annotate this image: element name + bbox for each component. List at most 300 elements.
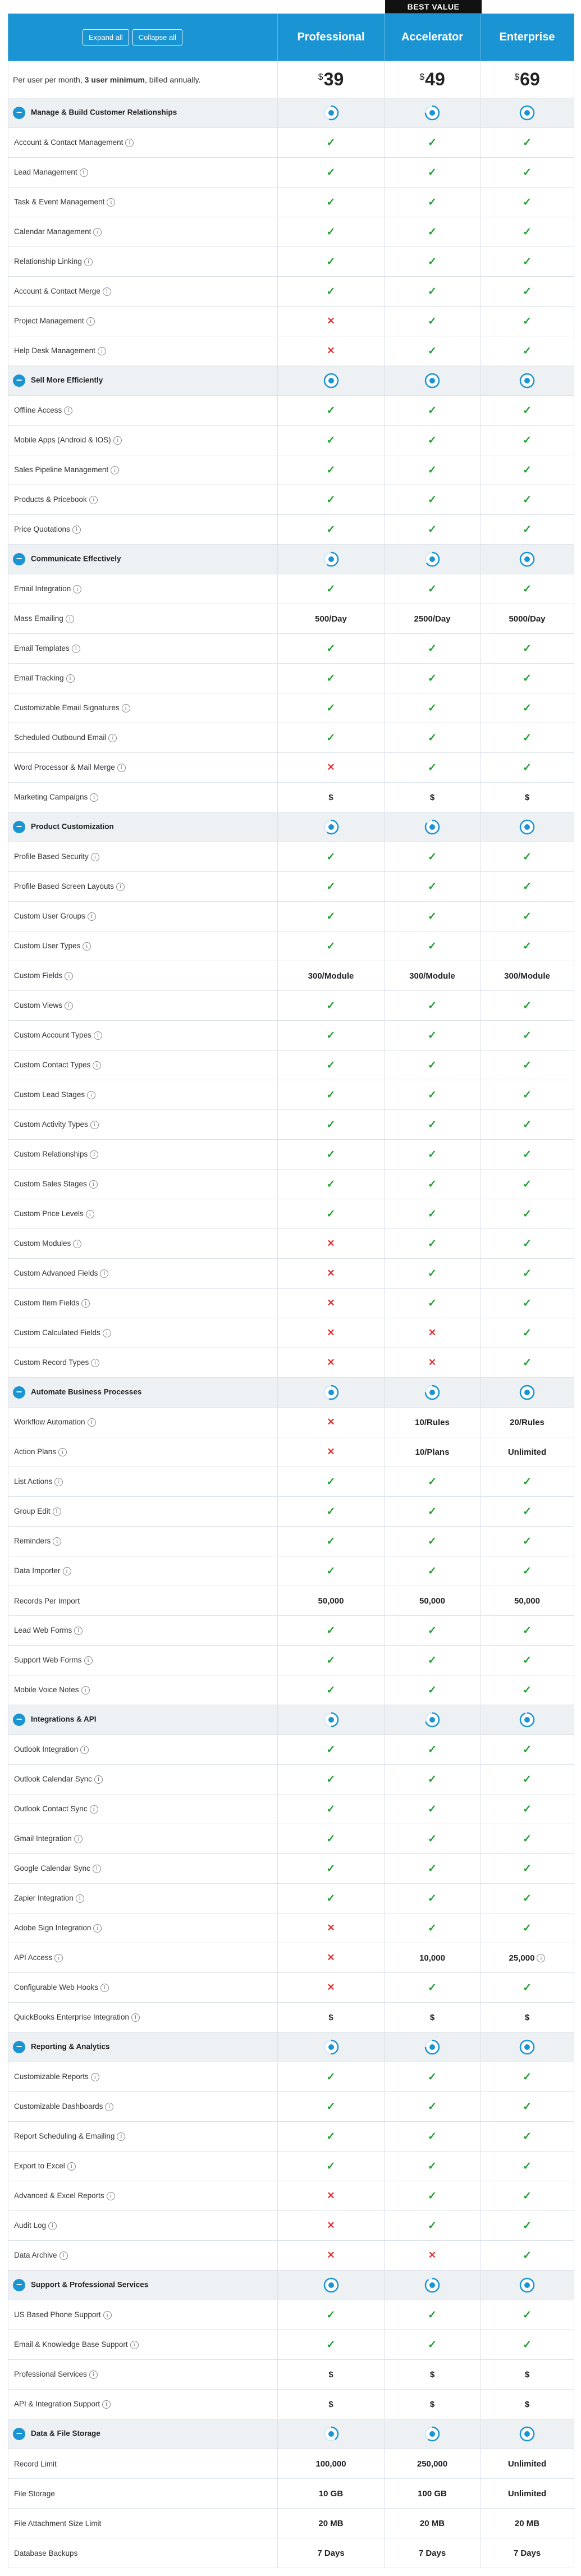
feature-value-text: 10/Rules [415, 1417, 450, 1427]
section-title[interactable] [8, 366, 278, 396]
feature-value-accelerator [385, 872, 481, 902]
check-icon: ✓ [326, 1178, 336, 1190]
info-icon[interactable]: i [100, 1984, 109, 1992]
feature-label-text: Products & Pricebook [14, 495, 87, 504]
feature-label [8, 902, 278, 931]
info-icon[interactable]: i [53, 1508, 61, 1516]
feature-row [8, 1408, 574, 1437]
feature-value-text: 7 Days [317, 2548, 345, 2558]
info-icon[interactable]: i [60, 2251, 68, 2260]
info-icon[interactable]: i [105, 2103, 113, 2111]
check-icon: ✓ [523, 434, 532, 446]
feature-label-text: API & Integration Support [14, 2400, 100, 2409]
collapse-icon[interactable]: − [13, 2428, 25, 2440]
check-icon: ✓ [523, 1684, 532, 1696]
feature-value-text: 7 Days [513, 2548, 541, 2558]
section-title-text: Data & File Storage [31, 2429, 100, 2438]
info-icon[interactable]: i [54, 1478, 63, 1486]
feature-row [8, 2181, 574, 2211]
check-icon: ✓ [428, 1803, 437, 1815]
info-icon[interactable]: i [102, 2400, 111, 2409]
feature-value-enterprise [481, 1318, 574, 1348]
section-title-text: Communicate Effectively [31, 554, 121, 563]
info-icon[interactable]: i [73, 585, 81, 593]
check-icon: ✓ [326, 1535, 336, 1547]
check-icon: ✓ [523, 1029, 532, 1042]
info-icon[interactable]: i [74, 1627, 83, 1635]
section-header[interactable] [8, 366, 574, 396]
collapse-icon[interactable]: − [13, 374, 25, 387]
section-progress-professional [278, 1378, 385, 1408]
info-icon[interactable]: i [100, 1269, 108, 1278]
feature-value-accelerator [385, 2390, 481, 2419]
feature-value-text: $ [524, 2012, 530, 2022]
feature-value-accelerator [385, 1110, 481, 1140]
check-icon: ✓ [523, 1922, 532, 1934]
feature-value-accelerator [385, 1646, 481, 1675]
info-icon[interactable]: i [53, 1537, 61, 1546]
check-icon: ✓ [428, 1059, 437, 1071]
section-progress-professional [278, 2271, 385, 2300]
info-icon[interactable]: i [113, 436, 122, 445]
collapse-icon[interactable]: − [13, 1714, 25, 1726]
feature-value-enterprise [481, 1467, 574, 1497]
feature-label-text: Sales Pipeline Management [14, 465, 109, 474]
cross-icon: ✕ [327, 1922, 335, 1933]
check-icon: ✓ [428, 196, 437, 208]
feature-value-enterprise [481, 2360, 574, 2390]
info-icon[interactable]: i [66, 674, 75, 683]
info-icon[interactable]: i [72, 526, 81, 534]
feature-value-text: 20/Rules [510, 1417, 545, 1427]
check-icon: ✓ [523, 1237, 532, 1250]
info-icon[interactable]: i [65, 972, 73, 980]
feature-value-text: Unlimited [507, 2459, 547, 2469]
info-icon[interactable]: i [84, 258, 93, 266]
feature-value-text: 20 MB [514, 2518, 540, 2528]
feature-value-accelerator [385, 1348, 481, 1378]
check-icon: ✓ [523, 880, 532, 893]
info-icon[interactable]: i [103, 2311, 112, 2319]
check-icon: ✓ [523, 999, 532, 1012]
feature-label [8, 2479, 278, 2509]
info-icon[interactable]: i [83, 942, 91, 951]
info-icon[interactable]: i [90, 1805, 98, 1814]
info-icon[interactable]: i [94, 1031, 102, 1040]
feature-value-professional [278, 1467, 385, 1497]
info-icon[interactable]: i [65, 1002, 73, 1010]
feature-value-enterprise [481, 1080, 574, 1110]
feature-value-accelerator [385, 634, 481, 664]
feature-value-professional [278, 2509, 385, 2538]
feature-value-text: 7 Days [418, 2548, 446, 2558]
feature-label-text: Workflow Automation [14, 1418, 85, 1427]
check-icon: ✓ [523, 702, 532, 714]
check-icon: ✓ [326, 1565, 336, 1577]
check-icon: ✓ [428, 2100, 437, 2113]
feature-value-accelerator [385, 2062, 481, 2092]
feature-value-professional [278, 1318, 385, 1348]
feature-row [8, 1943, 574, 1973]
feature-label [8, 1943, 278, 1973]
feature-value-enterprise [481, 1110, 574, 1140]
feature-value-enterprise [481, 1913, 574, 1943]
cross-icon: ✕ [327, 316, 335, 326]
feature-label [8, 961, 278, 991]
feature-value-accelerator [385, 574, 481, 604]
collapse-icon[interactable]: − [13, 2279, 25, 2291]
feature-label-text: Customizable Dashboards [14, 2102, 103, 2111]
check-icon: ✓ [523, 1565, 532, 1577]
info-icon[interactable]: i [125, 139, 134, 147]
info-icon[interactable]: i [91, 1359, 99, 1367]
feature-row [8, 634, 574, 664]
feature-value-enterprise [481, 1735, 574, 1765]
info-icon[interactable]: i [93, 1924, 102, 1933]
progress-ring-icon [323, 551, 340, 568]
info-icon[interactable]: i [58, 1448, 67, 1456]
feature-value-accelerator [385, 158, 481, 188]
feature-label [8, 931, 278, 961]
feature-value-professional [278, 2122, 385, 2152]
feature-value-professional [278, 1051, 385, 1080]
feature-value-professional [278, 1497, 385, 1527]
check-icon: ✓ [523, 166, 532, 179]
section-header[interactable] [8, 812, 574, 842]
info-icon[interactable]: i [107, 198, 115, 207]
feature-value-enterprise [481, 783, 574, 812]
feature-value-accelerator [385, 2211, 481, 2241]
feature-label [8, 1110, 278, 1140]
check-icon: ✓ [326, 2071, 336, 2083]
collapse-icon[interactable]: − [13, 553, 25, 565]
feature-row [8, 1051, 574, 1080]
check-icon: ✓ [326, 702, 336, 714]
expand-all-button[interactable]: Expand all [83, 29, 129, 45]
info-icon[interactable]: i [537, 1954, 545, 1962]
info-icon[interactable]: i [116, 883, 125, 891]
progress-ring-icon [323, 104, 340, 121]
feature-row [8, 664, 574, 693]
info-icon[interactable]: i [90, 1121, 99, 1129]
check-icon: ✓ [326, 672, 336, 684]
collapse-icon[interactable]: − [13, 2041, 25, 2053]
feature-row [8, 2449, 574, 2479]
section-title[interactable] [8, 2419, 278, 2449]
feature-label [8, 128, 278, 158]
check-icon: ✓ [326, 494, 336, 506]
info-icon[interactable]: i [131, 2013, 140, 2022]
feature-label [8, 1675, 278, 1705]
cross-icon: ✕ [327, 1238, 335, 1249]
best-value-badge: BEST VALUE [385, 0, 482, 13]
info-icon[interactable]: i [103, 287, 111, 296]
feature-value-enterprise [481, 1437, 574, 1467]
feature-label-text: Adobe Sign Integration [14, 1924, 92, 1933]
collapse-icon[interactable]: − [13, 821, 25, 833]
feature-row [8, 1527, 574, 1556]
feature-value-enterprise [481, 1616, 574, 1646]
check-icon: ✓ [326, 1476, 336, 1488]
feature-label [8, 1527, 278, 1556]
section-header[interactable] [8, 1705, 574, 1735]
feature-value-accelerator [385, 2241, 481, 2271]
feature-value-professional [278, 2181, 385, 2211]
feature-row [8, 336, 574, 366]
section-title[interactable] [8, 1378, 278, 1408]
feature-label [8, 1140, 278, 1170]
check-icon: ✓ [428, 255, 437, 268]
feature-label-text: Custom Activity Types [14, 1120, 88, 1129]
price-professional: $39 [278, 61, 385, 98]
section-title[interactable] [8, 545, 278, 574]
feature-row [8, 1080, 574, 1110]
section-progress-enterprise [481, 545, 574, 574]
collapse-icon[interactable]: − [13, 1386, 25, 1399]
check-icon: ✓ [428, 1624, 437, 1637]
feature-value-text: $ [524, 792, 530, 802]
feature-value-professional [278, 307, 385, 336]
info-icon[interactable]: i [111, 466, 119, 474]
check-icon: ✓ [523, 255, 532, 268]
info-icon[interactable]: i [90, 1150, 98, 1159]
section-progress-accelerator [385, 545, 481, 574]
info-icon[interactable]: i [80, 1746, 89, 1754]
info-icon[interactable]: i [98, 347, 106, 355]
feature-value-professional [278, 1943, 385, 1973]
info-icon[interactable]: i [74, 1835, 83, 1843]
feature-value-text: 20 MB [419, 2518, 445, 2528]
info-icon[interactable]: i [93, 1865, 101, 1873]
feature-value-text: Unlimited [507, 1447, 547, 1457]
feature-row [8, 1884, 574, 1913]
info-icon[interactable]: i [107, 2192, 115, 2200]
info-icon[interactable]: i [87, 1091, 95, 1099]
section-header[interactable] [8, 2271, 574, 2300]
info-icon[interactable]: i [80, 168, 88, 177]
section-header[interactable] [8, 98, 574, 128]
check-icon: ✓ [428, 285, 437, 298]
info-icon[interactable]: i [81, 1686, 90, 1695]
info-icon[interactable]: i [89, 2371, 98, 2379]
info-icon[interactable]: i [64, 407, 72, 415]
feature-label-text: Data Archive [14, 2251, 57, 2260]
feature-value-enterprise [481, 842, 574, 872]
check-icon: ✓ [428, 702, 437, 714]
feature-label-text: Custom Fields [14, 971, 63, 980]
feature-row [8, 783, 574, 812]
feature-value-enterprise [481, 1824, 574, 1854]
cross-icon: ✕ [327, 1952, 335, 1963]
section-title[interactable] [8, 2271, 278, 2300]
section-header[interactable] [8, 2419, 574, 2449]
feature-value-enterprise [481, 961, 574, 991]
feature-value-enterprise [481, 604, 574, 634]
cross-icon: ✕ [327, 345, 335, 356]
check-icon: ✓ [523, 2309, 532, 2321]
feature-label-text: Word Processor & Mail Merge [14, 763, 115, 772]
feature-label-text: Data Importer [14, 1566, 61, 1575]
check-icon: ✓ [523, 2190, 532, 2202]
feature-row [8, 277, 574, 307]
section-progress-accelerator [385, 1705, 481, 1735]
check-icon: ✓ [523, 494, 532, 506]
feature-value-enterprise [481, 455, 574, 485]
check-icon: ✓ [428, 345, 437, 357]
check-icon: ✓ [326, 1803, 336, 1815]
feature-value-enterprise [481, 634, 574, 664]
feature-label [8, 2062, 278, 2092]
feature-label-text: Customizable Email Signatures [14, 704, 120, 712]
check-icon: ✓ [523, 2100, 532, 2113]
section-title[interactable] [8, 98, 278, 128]
feature-value-professional [278, 723, 385, 753]
info-icon[interactable]: i [93, 228, 102, 236]
pricing-comparison [8, 0, 574, 2568]
info-icon[interactable]: i [72, 645, 80, 653]
price-accelerator: $49 [385, 61, 481, 98]
info-icon[interactable]: i [90, 793, 98, 802]
feature-value-accelerator [385, 2152, 481, 2181]
section-title-text: Reporting & Analytics [31, 2042, 110, 2051]
info-icon[interactable]: i [84, 1656, 93, 1665]
feature-row [8, 1199, 574, 1229]
feature-row [8, 2092, 574, 2122]
info-icon[interactable]: i [54, 1954, 63, 1962]
info-icon[interactable]: i [63, 1567, 71, 1575]
feature-value-professional [278, 1527, 385, 1556]
check-icon: ✓ [428, 523, 437, 536]
info-icon[interactable]: i [122, 704, 130, 712]
feature-value-professional [278, 455, 385, 485]
feature-label [8, 753, 278, 783]
feature-row [8, 1556, 574, 1586]
feature-value-professional [278, 2449, 385, 2479]
info-icon[interactable]: i [89, 1180, 98, 1189]
info-icon[interactable]: i [81, 1299, 90, 1308]
feature-value-accelerator [385, 1824, 481, 1854]
check-icon: ✓ [326, 523, 336, 536]
check-icon: ✓ [523, 642, 532, 655]
feature-value-professional [278, 336, 385, 366]
feature-value-professional [278, 1199, 385, 1229]
info-icon[interactable]: i [66, 615, 74, 623]
info-icon[interactable]: i [117, 764, 126, 772]
check-icon: ✓ [326, 1089, 336, 1101]
info-icon[interactable]: i [94, 1775, 103, 1784]
check-icon: ✓ [523, 851, 532, 863]
feature-label-text: Custom User Types [14, 942, 81, 951]
info-icon[interactable]: i [86, 1210, 94, 1218]
feature-value-enterprise [481, 2062, 574, 2092]
feature-label-text: Group Edit [14, 1507, 51, 1516]
feature-value-professional [278, 515, 385, 545]
check-icon: ✓ [523, 2071, 532, 2083]
collapse-icon[interactable]: − [13, 107, 25, 119]
info-icon[interactable]: i [76, 1894, 84, 1903]
section-title[interactable] [8, 1705, 278, 1735]
feature-value-accelerator [385, 2479, 481, 2509]
check-icon: ✓ [326, 2130, 336, 2143]
feature-label-text: Email Templates [14, 644, 70, 653]
info-icon[interactable]: i [108, 734, 117, 742]
info-icon[interactable]: i [67, 2162, 76, 2171]
feature-value-professional [278, 574, 385, 604]
check-icon: ✓ [326, 1743, 336, 1756]
feature-value-professional [278, 664, 385, 693]
feature-value-enterprise [481, 2003, 574, 2033]
feature-value-accelerator [385, 128, 481, 158]
feature-value-accelerator [385, 1497, 481, 1527]
info-icon[interactable]: i [103, 1329, 111, 1337]
feature-value-enterprise [481, 1259, 574, 1289]
price-note: Per user per month, 3 user minimum, billed annually. [8, 61, 278, 98]
check-icon: ✓ [428, 404, 437, 417]
feature-label-text: Help Desk Management [14, 346, 95, 355]
feature-value-accelerator [385, 1943, 481, 1973]
section-header[interactable] [8, 545, 574, 574]
feature-row [8, 1824, 574, 1854]
info-icon[interactable]: i [91, 853, 99, 861]
feature-value-enterprise [481, 2509, 574, 2538]
check-icon: ✓ [523, 1624, 532, 1637]
feature-value-professional [278, 485, 385, 515]
info-icon[interactable]: i [48, 2222, 57, 2230]
feature-row [8, 2300, 574, 2330]
cross-icon: ✕ [327, 2190, 335, 2201]
info-icon[interactable]: i [93, 1061, 101, 1070]
info-icon[interactable]: i [86, 317, 95, 326]
info-icon[interactable]: i [88, 1418, 96, 1427]
info-icon[interactable]: i [88, 912, 96, 921]
feature-value-text: 300/Module [504, 971, 550, 981]
info-icon[interactable]: i [130, 2341, 139, 2349]
feature-label-text: Project Management [14, 317, 84, 326]
section-title[interactable] [8, 812, 278, 842]
feature-value-accelerator [385, 842, 481, 872]
feature-label [8, 2330, 278, 2360]
section-header[interactable] [8, 1378, 574, 1408]
check-icon: ✓ [428, 2339, 437, 2351]
check-icon: ✓ [523, 2160, 532, 2172]
feature-value-enterprise [481, 902, 574, 931]
progress-ring-icon [424, 1711, 441, 1728]
check-icon: ✓ [523, 1535, 532, 1547]
feature-value-accelerator [385, 1854, 481, 1884]
feature-label-text: Task & Event Management [14, 198, 105, 207]
collapse-all-button[interactable]: Collapse all [132, 29, 182, 45]
section-title[interactable] [8, 2033, 278, 2062]
section-progress-enterprise [481, 2271, 574, 2300]
info-icon[interactable]: i [73, 1240, 81, 1248]
feature-value-enterprise [481, 2181, 574, 2211]
feature-row [8, 723, 574, 753]
feature-value-accelerator [385, 1170, 481, 1199]
section-header[interactable] [8, 2033, 574, 2062]
info-icon[interactable]: i [91, 2073, 99, 2081]
section-progress-accelerator [385, 1378, 481, 1408]
feature-row [8, 188, 574, 217]
feature-label-text: US Based Phone Support [14, 2310, 101, 2319]
check-icon: ✓ [428, 2309, 437, 2321]
info-icon[interactable]: i [89, 496, 98, 504]
check-icon: ✓ [326, 404, 336, 417]
info-icon[interactable]: i [117, 2132, 125, 2141]
feature-label-text: Email Integration [14, 584, 71, 593]
feature-value-enterprise [481, 2449, 574, 2479]
feature-value-accelerator [385, 1973, 481, 2003]
feature-label-text: Export to Excel [14, 2162, 65, 2171]
